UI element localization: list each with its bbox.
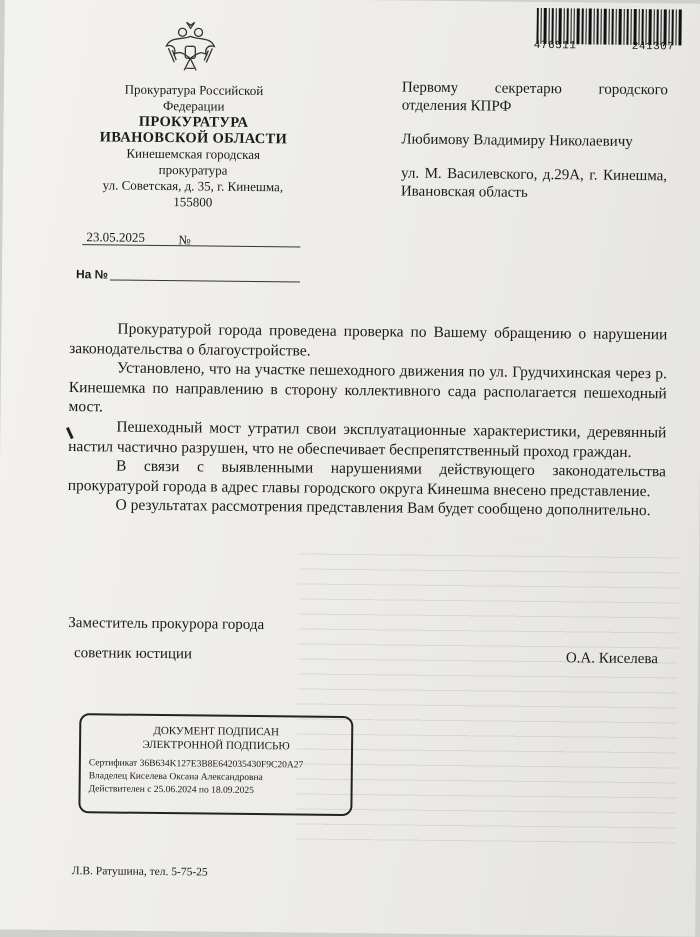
body-paragraph-1: Прокуратурой города проведена проверка по Вашему обращению о нарушении законодательства о благоустройстве. <box>69 320 668 360</box>
addressee-address: ул. М. Василевского, д.29А, г. Кинешма, Ивановская область <box>400 165 668 201</box>
addressee-block <box>401 79 668 220</box>
sender-address-2: 155800 <box>173 194 213 210</box>
body-paragraph-4: В связи с выявленными нарушениями действующего законодательства прокуратурой города в адрес главы городского округа Кинешма внесено представление. <box>67 457 667 500</box>
addressee-name: Любимову Владимиру Николаевичу <box>401 131 633 150</box>
stamp-owner: Владелец Киселева Оксана Александровна <box>88 771 263 784</box>
registration-number-label: № <box>178 232 191 248</box>
addressee-position: Первому секретарю городского отделения КПРФ <box>401 79 669 115</box>
coat-of-arms-icon <box>164 20 217 77</box>
stamp-certificate: Сертификат 36B634K127E3B8E642035430F9C20A27 <box>88 758 304 771</box>
sender-block <box>83 81 304 211</box>
registration-underline <box>82 244 300 247</box>
sender-address-1: ул. Советская, д. 35, г. Кинешма, <box>102 177 284 195</box>
sender-title-2: ИВАНОВСКОЙ ОБЛАСТИ <box>99 129 288 148</box>
registration-date: 23.05.2025 <box>86 229 145 245</box>
stamp-header-2: ЭЛЕКТРОННОЙ ПОДПИСЬЮ <box>142 738 290 753</box>
reply-to-line <box>76 267 108 281</box>
letter-body <box>67 319 667 521</box>
sender-title-1: ПРОКУРАТУРА <box>138 113 249 131</box>
barcode-number-right: 241307 <box>631 40 675 54</box>
signer-position-2: советник юстиции <box>73 645 193 663</box>
body-paragraph-5: О результатах рассмотрения представления Вам будет сообщено дополнительно. <box>115 496 651 520</box>
reply-to-label: На № <box>75 267 109 282</box>
sender-line-2: Федерации <box>162 98 225 114</box>
body-paragraph-3: Пешеходный мост утратил свои эксплуатационные характеристики, деревянный настил частично разрушен, что не обеспечивает беспрепятственный проход граждан. <box>68 418 667 461</box>
stamp-valid: Действителен с 25.06.2024 по 18.09.2025 <box>88 784 254 797</box>
bleed-through-text <box>296 539 679 843</box>
sender-line-4: прокуратура <box>158 161 228 178</box>
signer-position-1: Заместитель прокурора города <box>68 615 265 634</box>
body-paragraph-2: Установлено, что на участке пешеходного движения по ул. Грудчихинская через р. Кинешемка по направлению в сторону коллективного сада располагается пешеходный мост. <box>68 359 668 416</box>
executor-contact: Л.В. Ратушина, тел. 5-75-25 <box>71 865 208 879</box>
sender-line-3: Кинешемская городская <box>126 145 261 163</box>
signer-name: О.А. Киселева <box>565 650 659 668</box>
barcode-number-left: 476511 <box>533 39 577 53</box>
electronic-signature-stamp <box>78 713 353 816</box>
stamp-header-1: ДОКУМЕНТ ПОДПИСАН <box>153 724 280 739</box>
reply-to-underline <box>110 279 300 282</box>
sender-line-1: Прокуратура Российской <box>124 81 264 99</box>
